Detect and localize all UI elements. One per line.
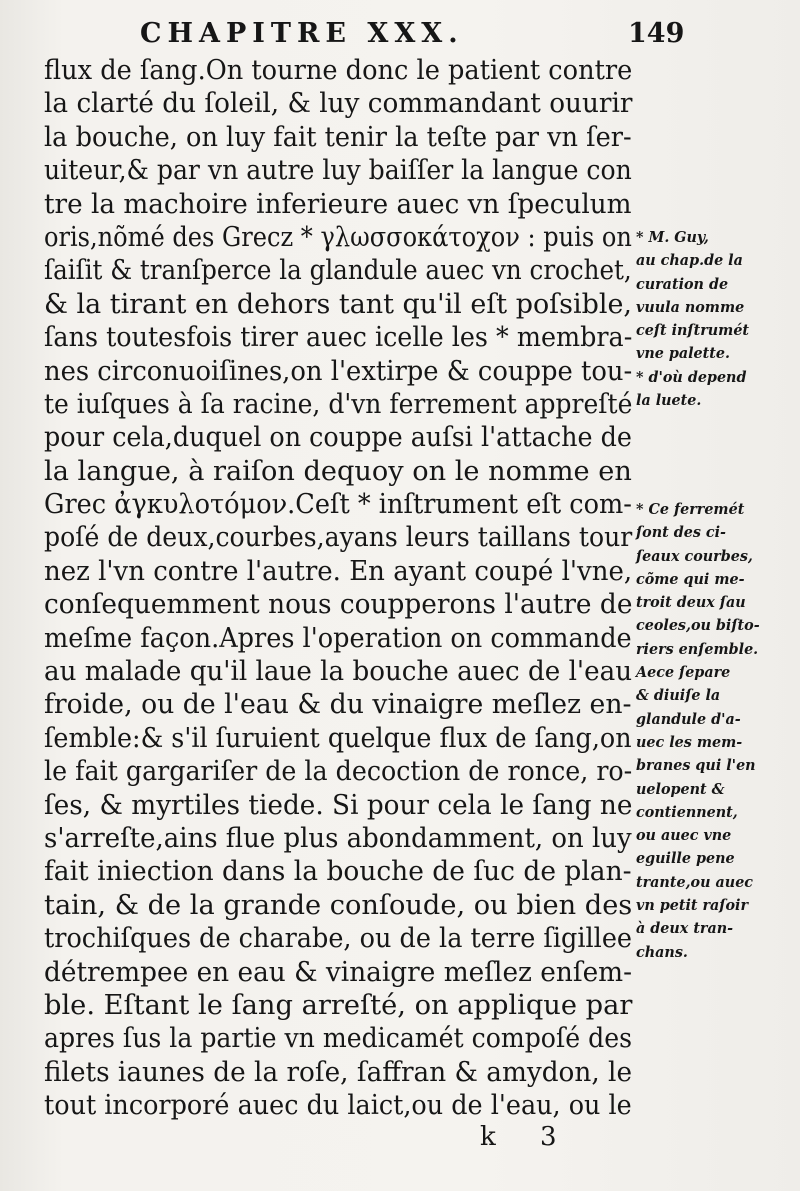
marginal-note-line: vne palette. (636, 345, 730, 363)
marginal-note-line: vn petit raſoir (636, 897, 749, 915)
marginal-note-line: & diuiſe la (636, 687, 721, 705)
text-line: pour cela,duquel on couppe auſsi l'attache de (44, 421, 632, 454)
text-line: nes circonuoiſines,on l'extirpe & couppe tou- (44, 354, 633, 387)
marginal-note-1 (636, 226, 796, 412)
marginal-note-line: ſeaux courbes, (636, 547, 753, 565)
text-line: & la tirant en dehors tant qu'il eſt poſsible, (44, 287, 632, 320)
text-line: apres ſus la partie vn medicamét compoſé des (44, 1022, 633, 1055)
marginal-note-line: uec les mem- (636, 733, 743, 751)
text-line: la bouche, on luy fait tenir la teſte par vn ſer- (44, 120, 632, 153)
text-line: le fait gargariſer de la decoction de ronce, ro- (44, 755, 633, 788)
text-line: la langue, à raiſon dequoy on le nomme en (44, 454, 632, 487)
marginal-note-line: à deux tran- (636, 920, 734, 938)
marginal-note-line: la luete. (636, 392, 702, 410)
text-line: ſaiſit & tranſperce la glandule auec vn crochet, (44, 254, 632, 287)
marginal-note-line: ſont des ci- (636, 524, 727, 542)
text-line: poſé de deux,courbes,ayans leurs taillans tour (44, 521, 633, 554)
text-line: uiteur,& par vn autre luy baiſſer la langue con (44, 154, 632, 187)
text-line: conſequemment nous coupperons l'autre de (44, 588, 633, 621)
marginal-note-line: contiennent, (636, 803, 738, 821)
marginal-note-line: cõme qui me- (636, 570, 745, 588)
text-line: filets iaunes de la roſe, ſaffran & amydon, le (44, 1055, 633, 1088)
marginal-note-line: troit deux ſau (636, 594, 746, 612)
marginal-note-line: uelopent & (636, 780, 725, 798)
marginal-note-line: chans. (636, 943, 688, 961)
marginal-note-line: * M. Guy, (636, 229, 709, 246)
text-line: s'arreſte,ains flue plus abondamment, on luy (44, 821, 632, 854)
text-line: froide, ou de l'eau & du vinaigre meſlez en- (44, 688, 632, 721)
marginal-note-line: * Ce ferremét (636, 501, 745, 518)
text-line: ſans toutesfois tirer auec icelle les * membra- (44, 321, 633, 354)
marginal-note-line: ou auec vne (636, 827, 732, 845)
text-line: meſme façon.Apres l'operation on commande (44, 621, 632, 654)
text-line: nez l'vn contre l'autre. En ayant coupé l'vne, (44, 554, 633, 587)
text-line: flux de ſang.On tourne donc le patient contre (44, 54, 633, 86)
marginal-note-line: glandule d'a- (636, 710, 741, 728)
marginal-note-line: riers enſemble. (636, 640, 759, 658)
text-line: trochiſques de charabe, ou de la terre ſigillee (44, 922, 633, 955)
text-line: oris,nõmé des Grecz * γλωσσοκάτοχον : puis on (44, 220, 632, 253)
marginal-note-line: Aece ſepare (636, 664, 731, 682)
text-line: Grec ἀγκυλοτόμον.Ceſt * inſtrument eſt com- (44, 488, 632, 521)
marginal-note-line: ceoles,ou biſto- (636, 617, 760, 635)
marginal-note-line: * d'où depend (636, 368, 747, 386)
text-line: tain, & de la grande conſoude, ou bien des (44, 888, 633, 921)
marginal-note-line: trante,ou auec (636, 873, 754, 891)
marginal-note-line: au chap.de la (636, 252, 743, 270)
marginal-note-line: branes qui l'en (636, 757, 756, 775)
text-line: te iuſques à ſa racine, d'vn ferrement appreſté (44, 387, 633, 420)
page-header (140, 14, 790, 54)
text-line: au malade qu'il laue la bouche auec de l'eau (44, 655, 633, 688)
page-number: 149 (628, 18, 685, 49)
marginal-note-line: vuula nomme (636, 298, 745, 316)
marginal-note-2 (636, 498, 796, 964)
text-line: fait iniection dans la bouche de ſuc de plan- (44, 855, 632, 888)
text-line: ble. Eſtant le ſang arreſté, on applique par (44, 988, 633, 1021)
text-line: ſemble:& s'il ſuruient quelque flux de ſang,on (44, 721, 632, 754)
text-line: tout incorporé auec du laict,ou de l'eau, ou le (44, 1089, 632, 1122)
text-line: la clarté du ſoleil, & luy commandant ouurir (44, 87, 633, 120)
text-line: ſes, & myrtiles tiede. Si pour cela le ſang ne (44, 788, 633, 821)
marginal-note-line: ceſt inſtrumét (636, 322, 750, 340)
running-head: CHAPITRE XXX. (140, 18, 464, 49)
marginal-note-line: curation de (636, 275, 729, 293)
marginal-note-line: eguille pene (636, 850, 735, 868)
main-text-column (44, 54, 634, 1123)
text-line: tre la machoire inferieure auec vn ſpeculum (44, 187, 632, 220)
signature-mark: k 3 (480, 1122, 575, 1152)
text-line: détrempee en eau & vinaigre meſlez enſem- (44, 955, 633, 988)
